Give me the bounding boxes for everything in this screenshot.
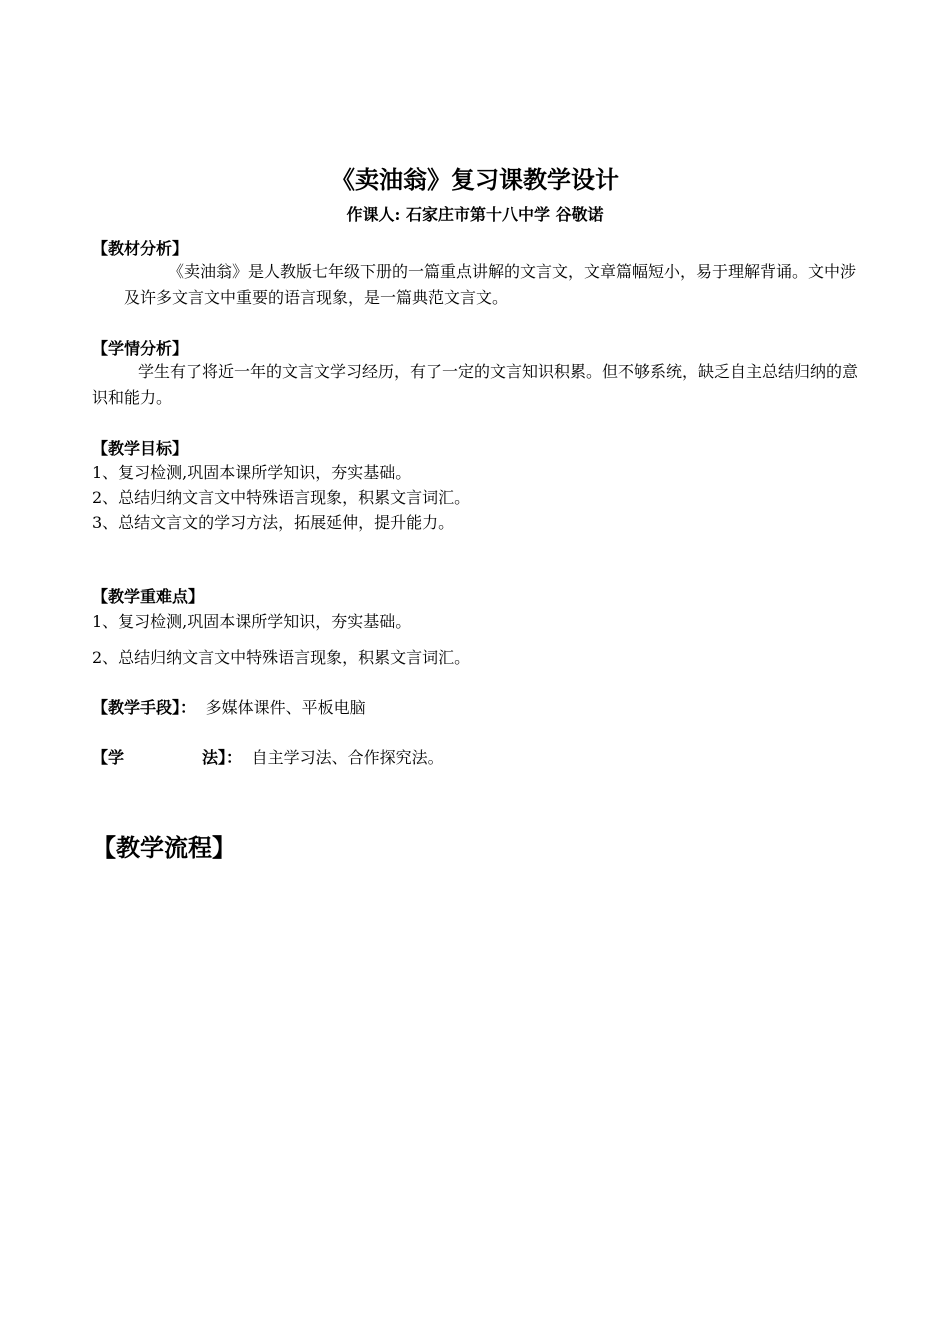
key-point-item: 1、复习检测,巩固本课所学知识，夯实基础。 bbox=[92, 612, 412, 631]
heading-teaching-means: 【教学手段】 bbox=[92, 698, 181, 717]
heading-teaching-process: 【教学流程】 bbox=[92, 834, 236, 862]
heading-teaching-goals: 【教学目标】 bbox=[92, 439, 189, 458]
learning-method-line bbox=[92, 745, 444, 768]
teaching-means-line bbox=[92, 695, 366, 718]
author-line: 作课人: 石家庄市第十八中学 谷敬诺 bbox=[346, 205, 604, 224]
student-analysis-text: 学生有了将近一年的文言文学习经历，有了一定的文言知识积累。但不够系统，缺乏自主总结归纳的意识和能力。 bbox=[92, 362, 859, 407]
teaching-means-text: 多媒体课件、平板电脑 bbox=[205, 698, 366, 717]
heading-student-analysis: 【学情分析】 bbox=[92, 339, 189, 358]
heading-textbook-analysis: 【教材分析】 bbox=[92, 239, 189, 258]
goal-item: 3、总结文言文的学习方法，拓展延伸，提升能力。 bbox=[92, 513, 455, 532]
heading-key-points: 【教学重难点】 bbox=[92, 587, 205, 606]
heading-learning-method-left: 【学 bbox=[92, 748, 125, 767]
textbook-analysis-text: 《卖油翁》是人教版七年级下册的一篇重点讲解的文言文，文章篇幅短小，易于理解背诵。文中涉及许多文言文中重要的语言现象，是一篇典范文言文。 bbox=[124, 262, 857, 307]
learning-method-colon: ： bbox=[226, 748, 243, 767]
heading-learning-method-right: 法】 bbox=[202, 748, 227, 767]
goal-item: 2、总结归纳文言文中特殊语言现象，积累文言词汇。 bbox=[92, 488, 471, 507]
document-title: 《卖油翁》复习课教学设计 bbox=[331, 166, 619, 194]
learning-method-text: 自主学习法、合作探究法。 bbox=[251, 748, 444, 767]
teaching-means-colon: ： bbox=[180, 698, 197, 717]
goal-item: 1、复习检测,巩固本课所学知识，夯实基础。 bbox=[92, 463, 412, 482]
key-point-item: 2、总结归纳文言文中特殊语言现象，积累文言词汇。 bbox=[92, 648, 471, 667]
